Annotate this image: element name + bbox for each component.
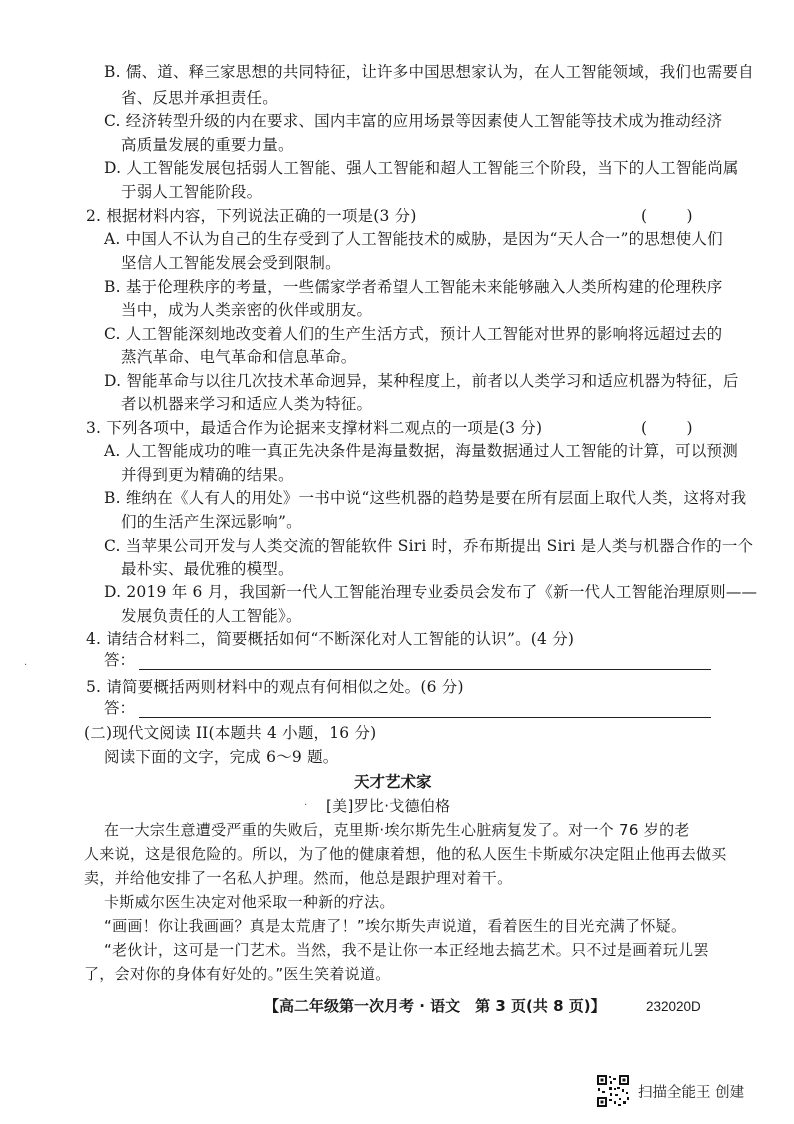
q3-option-c-line2: 最朴实、最优雅的模型。 [121,560,294,578]
q3-option-a-line2: 并得到更为精确的结果。 [121,466,294,484]
scanner-watermark [596,1074,744,1108]
q2-option-b-line1: B. 基于伦理秩序的考量，一些儒家学者希望人工智能未来能够融入人类所构建的伦理秩序 [104,278,723,296]
q3-option-a-line1: A. 人工智能成功的唯一真正先决条件是海量数据，海量数据通过人工智能的计算，可以预测 [104,442,738,460]
q3-option-b-line2: 们的生活产生深远影响”。 [121,513,302,531]
q4-answer-line[interactable] [139,653,711,670]
q1-option-b-line1: B. 儒、道、释三家思想的共同特征，让许多中国思想家认为，在人工智能领域，我们也需要自 [104,63,754,81]
q1-option-b-line2: 省、反思并承担责任。 [121,89,279,107]
story-paragraph-1-line1: 在一大宗生意遭受严重的失败后，克里斯·埃尔斯先生心脏病复发了。对一个 76 岁的老 [104,821,690,839]
q4-answer-row [104,650,711,670]
question-2-stem: 2. 根据材料内容，下列说法正确的一项是(3 分) [86,207,417,225]
section-2-heading: (二)现代文阅读 II(本题共 4 小题，16 分) [84,724,377,742]
q5-answer-line[interactable] [139,701,711,718]
question-3-stem: 3. 下列各项中，最适合作为论据来支撑材料二观点的一项是(3 分) [86,419,543,437]
story-paragraph-4-line2: 了，会对你的身体有好处的。”医生笑着说道。 [84,965,391,983]
q3-option-b-line1: B. 维纳在《人有人的用处》一书中说“这些机器的趋势是要在所有层面上取代人类，这将对我 [104,489,747,507]
q2-option-d-line2: 者以机器来学习和适应人类为特征。 [121,395,373,413]
q3-option-c-line1: C. 当苹果公司开发与人类交流的智能软件 Siri 时，乔布斯提出 Siri 是人类与机器合作的一个 [104,537,754,555]
margin-mark: · [24,660,28,671]
answer-label: 答： [104,651,136,669]
q1-option-d-line1: D. 人工智能发展包括弱人工智能、强人工智能和超人工智能三个阶段，当下的人工智能尚属 [104,159,739,177]
answer-bracket[interactable]: ( ) [641,419,693,437]
q1-option-c-line1: C. 经济转型升级的内在要求、国内丰富的应用场景等因素使人工智能等技术成为推动经济 [104,112,723,130]
story-paragraph-3: “画画！你让我画画？真是太荒唐了！”埃尔斯失声说道，看着医生的目光充满了怀疑。 [104,917,687,935]
q1-option-d-line2: 于弱人工智能阶段。 [121,183,263,201]
story-author: [美]罗比·戈德伯格 [326,797,451,815]
question-4-stem: 4. 请结合材料二，简要概括如何“不断深化对人工智能的认识”。(4 分) [86,630,575,648]
q2-option-c-line1: C. 人工智能深刻地改变着人们的生产生活方式，预计人工智能对世界的影响将远超过去的 [104,325,723,343]
q2-option-a-line2: 坚信人工智能发展会受到限制。 [121,254,341,272]
page-footer-label: 【高二年级第一次月考 · 语文 第 3 页(共 8 页)】 [264,997,606,1015]
story-paragraph-4-line1: “老伙计，这可是一门艺术。当然，我不是让你一本正经地去搞艺术。只不过是画着玩儿罢 [104,941,709,959]
q5-answer-row [104,698,711,718]
story-paragraph-2: 卡斯威尔医生决定对他采取一种新的疗法。 [104,893,395,911]
reading-instruction: 阅读下面的文字，完成 6～9 题。 [104,748,339,766]
story-paragraph-1-line3: 卖，并给他安排了一名私人护理。然而，他总是跟护理对着干。 [84,869,513,887]
q2-option-a-line1: A. 中国人不认为自己的生存受到了人工智能技术的威胁，是因为“天人合一”的思想使人们 [104,230,723,248]
question-5-stem: 5. 请简要概括两则材料中的观点有何相似之处。(6 分) [86,678,464,696]
qr-code-icon [596,1074,630,1108]
q2-option-c-line2: 蒸汽革命、电气革命和信息革命。 [121,348,357,366]
exam-code: 232020D [646,999,701,1014]
story-paragraph-1-line2: 人来说，这是很危险的。所以，为了他的健康着想，他的私人医生卡斯威尔决定阻止他再去做买 [84,845,727,863]
story-title: 天才艺术家 [354,773,432,791]
scanner-watermark-text: 扫描全能王 创建 [638,1084,745,1101]
answer-bracket[interactable]: ( ) [641,207,693,225]
q3-option-d-line1: D. 2019 年 6 月，我国新一代人工智能治理专业委员会发布了《新一代人工智能治理原则—— [104,583,758,601]
q3-option-d-line2: 发展负责任的人工智能》。 [121,607,302,625]
margin-mark: · [304,800,308,811]
q2-option-d-line1: D. 智能革命与以往几次技术革命迥异，某种程度上，前者以人类学习和适应机器为特征，后 [104,372,739,390]
answer-label: 答： [104,699,136,717]
q1-option-c-line2: 高质量发展的重要力量。 [121,136,294,154]
q2-option-b-line2: 当中，成为人类亲密的伙伴或朋友。 [121,301,373,319]
